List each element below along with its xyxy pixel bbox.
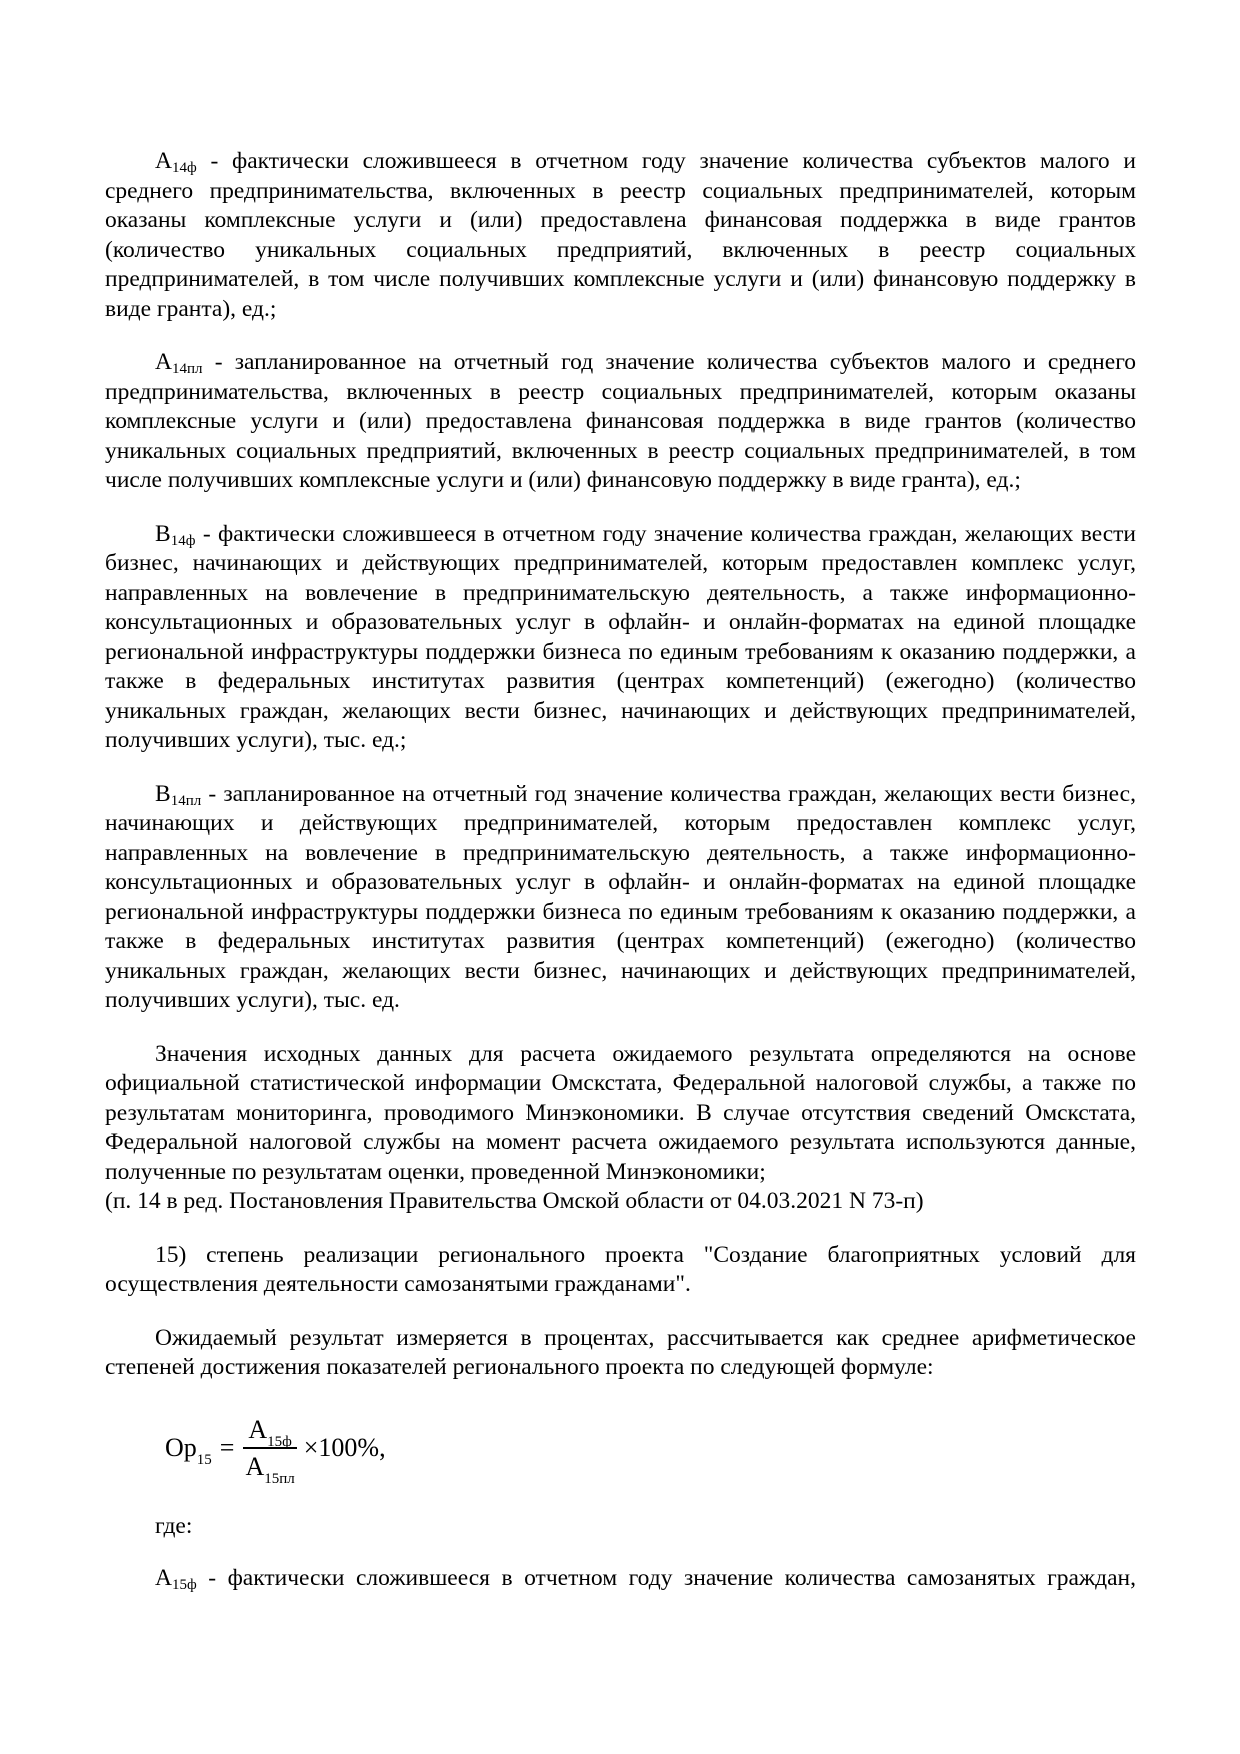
definition-b14f-text: - фактически сложившееся в отчетном году значение количества граждан, желающих вести бизнес, начинающих и действующих предпринимателей, которым предоставлен комплекс услуг, направленных на вовлечение в предпринимательскую деятельность, а также информационно-консультационных и образовательных услуг в офлайн- и онлайн-форматах на единой площадке региональной инфраструктуры поддержки бизнеса по единым требованиям к оказанию поддержки, а также в федеральных институтах развития (центрах компетенций) (ежегодно) (количество уникальных граждан, желающих вести бизнес, начинающих и действующих предпринимателей, получивших услуги), тыс. ед.;	[105, 520, 1136, 753]
term-a14pl-subscript: 14пл	[171, 361, 203, 377]
item-15-paragraph: 15) степень реализации регионального проекта "Создание благоприятных условий для осуществления деятельности самозанятыми гражданами".	[105, 1241, 1136, 1297]
term-b14f-subscript: 14ф	[170, 532, 196, 549]
term-b14pl-base: В	[155, 780, 171, 807]
term-a15f-base: А	[155, 1564, 172, 1591]
term-b14pl-subscript: 14пл	[170, 792, 202, 809]
formula-lhs	[165, 1433, 212, 1469]
formula-denominator-subscript: 15пл	[264, 1471, 295, 1488]
term-a15f-subscript: 15ф	[171, 1576, 197, 1593]
expected-result-intro: Ожидаемый результат измеряется в процентах, рассчитывается как среднее арифметическое степеней достижения показателей регионального проекта по следующей формуле:	[105, 1324, 1136, 1380]
formula-fraction	[240, 1414, 299, 1488]
where-label: где:	[155, 1513, 193, 1540]
definition-a14f	[105, 147, 1136, 324]
formula-numerator-subscript: 15ф	[267, 1433, 292, 1450]
formula-lhs-base: Ор	[165, 1433, 197, 1463]
formula-numerator	[243, 1415, 297, 1450]
term-b14f-base: В	[155, 520, 171, 547]
term-a14f-base: А	[155, 148, 172, 174]
formula-numerator-base: А	[248, 1414, 268, 1444]
definition-a14pl	[105, 348, 1136, 496]
definition-b14pl-text: - запланированное на отчетный год значение количества граждан, желающих вести бизнес, начинающих и действующих предпринимателей, которым предоставлен комплекс услуг, направленных на вовлечение в предпринимательскую деятельность, а также информационно-консультационных и образовательных услуг в офлайн- и онлайн-форматах на единой площадке региональной инфраструктуры поддержки бизнеса по единым требованиям к оказанию поддержки, а также в федеральных институтах развития (центрах компетенций) (ежегодно) (количество уникальных граждан, желающих вести бизнес, начинающих и действующих предпринимателей, получивших услуги), тыс. ед.	[105, 780, 1136, 1013]
definition-b14pl	[105, 780, 1136, 1016]
formula-equals-sign: =	[219, 1433, 235, 1463]
definition-a15f-text: - фактически сложившееся в отчетном году значение количества самозанятых граждан,	[196, 1564, 1136, 1591]
definition-b14f	[105, 520, 1136, 756]
formula-denominator	[240, 1449, 299, 1488]
source-data-paragraph: Значения исходных данных для расчета ожидаемого результата определяются на основе официальной статистической информации Омскстата, Федеральной налоговой службы, а также по результатам мониторинга, проводимого Минэкономики. В случае отсутствия сведений Омскстата, Федеральной налоговой службы на момент расчета ожидаемого результата используются данные, полученные по результатам оценки, проведенной Минэкономики;	[105, 1040, 1136, 1185]
formula-multiplier: ×100%,	[303, 1433, 386, 1463]
term-a14f-subscript: 14ф	[171, 160, 197, 176]
definition-a14pl-text: - запланированное на отчетный год значение количества субъектов малого и среднего предпринимательства, включенных в реестр социальных предпринимателей, которым оказаны комплексные услуги и (или) предоставлена финансовая поддержка в виде грантов (количество уникальных социальных предприятий, включенных в реестр социальных предпринимателей, в том числе получивших комплексные услуги и (или) финансовую поддержку в виде гранта), ед.;	[105, 349, 1136, 493]
formula-denominator-base: А	[245, 1452, 265, 1482]
definition-a15f	[105, 1564, 1136, 1594]
term-a14pl-base: А	[155, 349, 172, 375]
amendment-note: (п. 14 в ред. Постановления Правительства Омской области от 04.03.2021 N 73-п)	[105, 1188, 924, 1214]
formula-lhs-subscript: 15	[196, 1452, 212, 1469]
definition-a14f-text: - фактически сложившееся в отчетном году значение количества субъектов малого и среднего предпринимательства, включенных в реестр социальных предпринимателей, которым оказаны комплексные услуги и (или) предоставлена финансовая поддержка в виде грантов (количество уникальных социальных предприятий, включенных в реестр социальных предпринимателей, в том числе получивших комплексные услуги и (или) финансовую поддержку в виде гранта), ед.;	[105, 148, 1136, 322]
formula-op15	[165, 1414, 1136, 1488]
